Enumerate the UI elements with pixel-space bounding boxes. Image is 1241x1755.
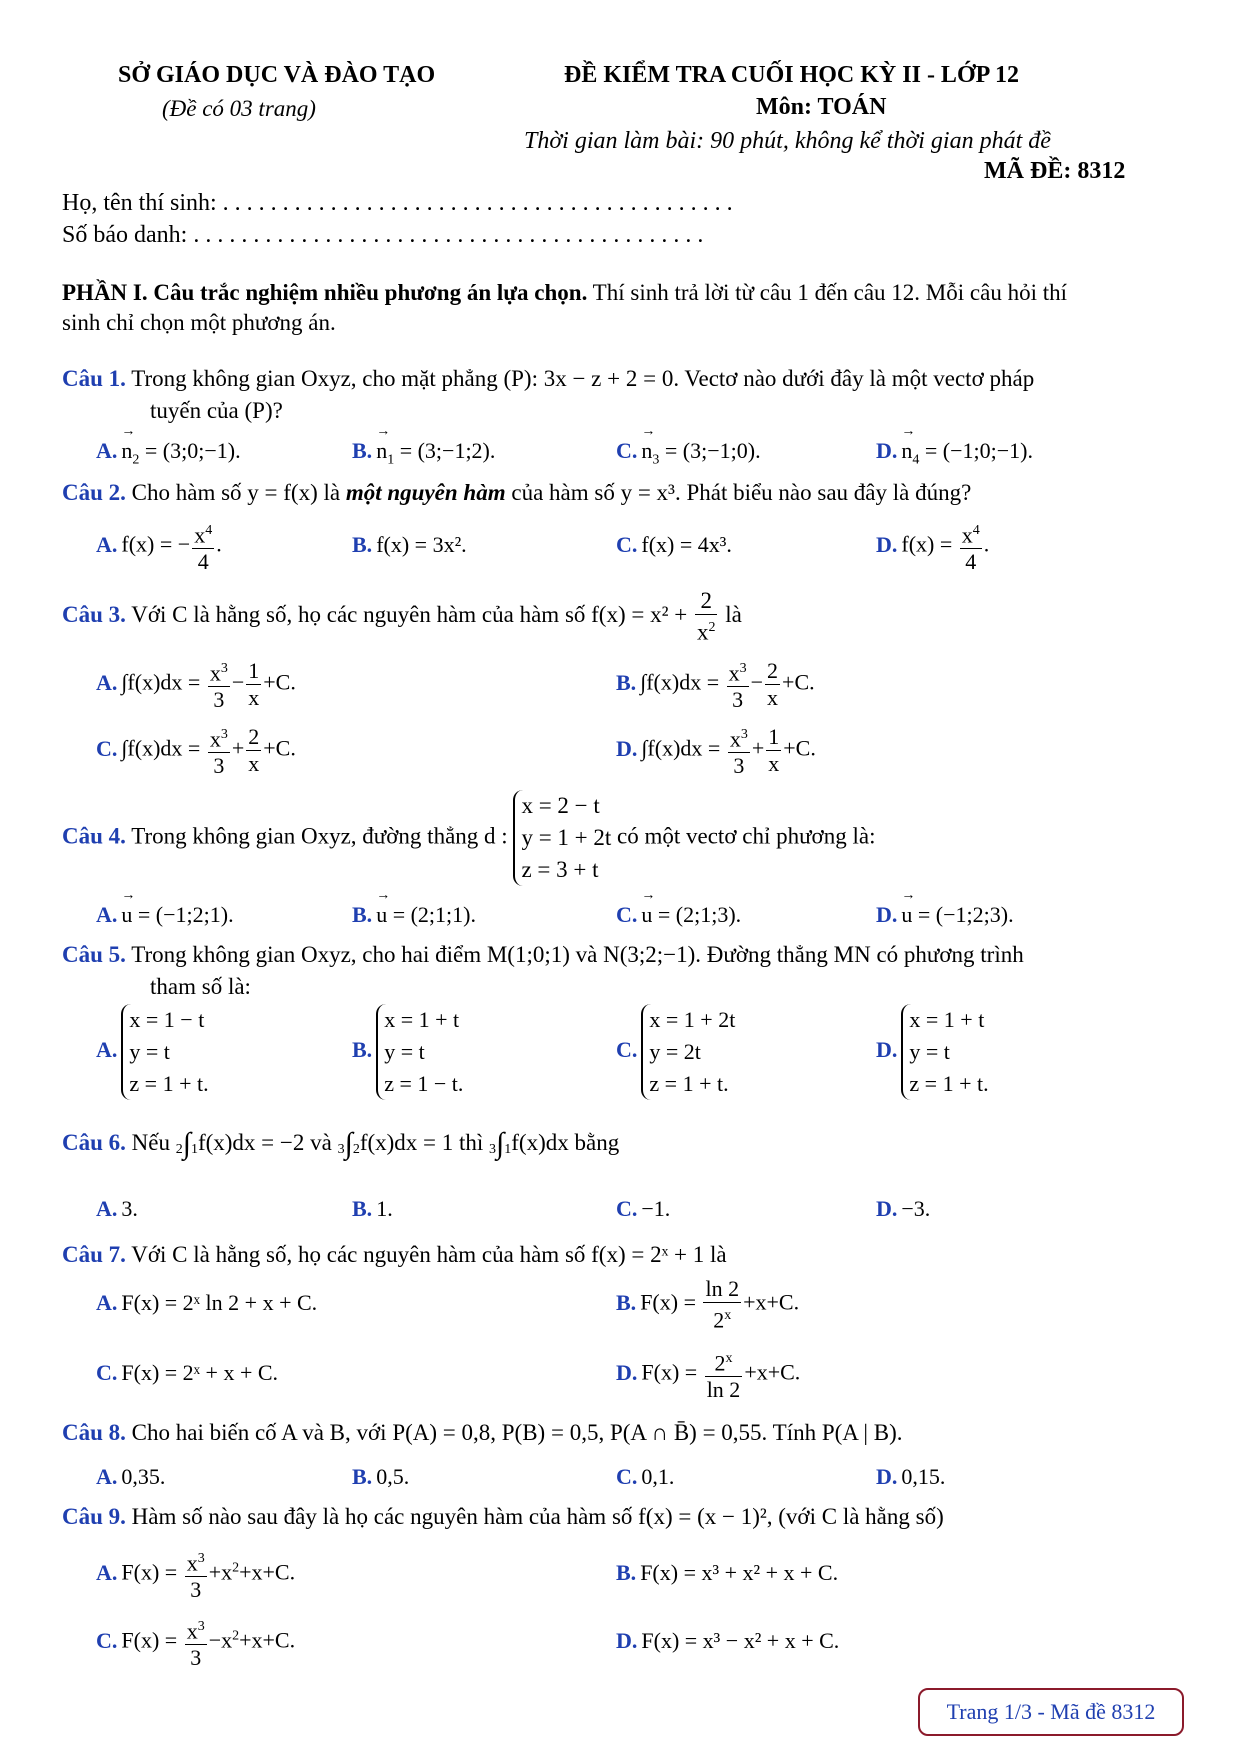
q1-option-b[interactable]: $B.\to n_1$ = (3;−1;2). — [352, 438, 495, 468]
q2-option-c[interactable]: C. f(x) = 4x³. — [616, 532, 732, 557]
q4-option-a[interactable]: A.→ u = (−1;2;1). — [96, 902, 234, 928]
q8-option-b[interactable]: B. 0,5. — [352, 1464, 410, 1489]
question-2: Câu 2. Cho hàm số y = f(x) là một nguyên hàm của hàm số y = x³. Phát biểu nào sau đây là đúng? — [62, 480, 972, 505]
q1-option-c[interactable]: $C.\to n_3$ = (3;−1;0). — [616, 438, 761, 468]
q7-option-a[interactable]: A. F(x) = 2ˣ ln 2 + x + C. — [96, 1290, 318, 1315]
q5-label: Câu 5. — [62, 942, 126, 967]
q6-option-d[interactable]: D. −3. — [876, 1196, 931, 1221]
student-name-line — [62, 188, 733, 218]
question-6: Câu 6. Nếu 2∫1f(x)dx = −2 và 3∫2f(x)dx = 1 thì 3∫1f(x)dx bằng — [62, 1127, 620, 1161]
q3-option-b[interactable]: B. ∫f(x)dx = $\frac{x^3}{3}$ − $\frac{2}{x}$ +C. — [616, 656, 815, 713]
q5-option-a[interactable]: A. x = 1 − t y = t z = 1 + t. — [96, 1004, 209, 1100]
question-5: Câu 5. Trong không gian Oxyz, cho hai điểm M(1;0;1) và N(3;2;−1). Đường thẳng MN có phương trình — [62, 942, 1024, 967]
q1-label: Câu 1. — [62, 366, 126, 391]
student-name-dots: . . . . . . . . . . . . . . . . . . . . . . . . . . . . . . . . . . . . . . . . . . . — [222, 190, 733, 216]
q1-option-a[interactable]: $A.\to n_2$ = (3;0;−1). — [96, 438, 241, 468]
student-name-label: Họ, tên thí sinh: — [62, 190, 217, 216]
q8-option-d[interactable]: D. 0,15. — [876, 1464, 946, 1489]
q8-option-c[interactable]: C. 0,1. — [616, 1464, 675, 1489]
q4-option-c[interactable]: C.→ u = (2;1;3). — [616, 902, 741, 928]
page-footer: Trang 1/3 - Mã đề 8312 — [918, 1688, 1184, 1736]
q6-option-a[interactable]: A. 3. — [96, 1196, 138, 1221]
q7-label: Câu 7. — [62, 1242, 126, 1267]
q6-option-b[interactable]: B. 1. — [352, 1196, 393, 1221]
question-8: Câu 8. Cho hai biến cố A và B, với P(A) = 0,8, P(B) = 0,5, P(A ∩ B̄) = 0,55. Tính P(A | B). — [62, 1420, 903, 1445]
department-title: SỞ GIÁO DỤC VÀ ĐÀO TẠO — [118, 62, 436, 88]
q4-system: x = 2 − t y = 1 + 2t z = 3 + t — [513, 790, 611, 886]
question-9: Câu 9. Hàm số nào sau đây là họ các nguyên hàm của hàm số f(x) = (x − 1)², (với C là hằng số) — [62, 1504, 944, 1529]
exam-code: MÃ ĐỀ: 8312 — [984, 158, 1126, 184]
part1-desc-2: sinh chỉ chọn một phương án. — [62, 310, 336, 335]
part1-intro — [62, 278, 1067, 308]
q7-option-d[interactable]: D. F(x) = $\frac{2^x}{\ln 2}$ +x+C. — [616, 1346, 800, 1403]
q3-option-c[interactable]: C. ∫f(x)dx = $\frac{x^3}{3}$ + $\frac{2}{x}$ +C. — [96, 722, 296, 779]
q4-option-b[interactable]: B.→ u = (2;1;1). — [352, 902, 476, 928]
q1-option-d[interactable]: $D.\to n_4$ = (−1;0;−1). — [876, 438, 1033, 468]
q5-option-d[interactable]: D. x = 1 + t y = t z = 1 + t. — [876, 1004, 989, 1100]
q7-option-c[interactable]: C. F(x) = 2ˣ + x + C. — [96, 1360, 279, 1385]
question-4: Câu 4. Trong không gian Oxyz, đường thẳng d : x = 2 − t y = 1 + 2t z = 3 + t có một vectơ chỉ phương là: — [62, 790, 875, 886]
student-id-label: Số báo danh: — [62, 222, 188, 248]
q9-option-c[interactable]: C. F(x) = $\frac{x^3}{3}$ $-x^2+x+C$. — [96, 1614, 295, 1671]
q9-option-d[interactable]: D. F(x) = x³ − x² + x + C. — [616, 1628, 840, 1653]
part1-desc: Thí sinh trả lời từ câu 1 đến câu 12. Mỗi câu hỏi thí — [587, 280, 1067, 305]
question-3: Câu 3. Với C là hằng số, họ các nguyên hàm của hàm số f(x) = x² + $\frac{2}{x^2}$ là — [62, 588, 742, 645]
q6-option-c[interactable]: C. −1. — [616, 1196, 671, 1221]
q9-option-b[interactable]: B. F(x) = x³ + x² + x + C. — [616, 1560, 839, 1585]
question-1 — [62, 364, 1034, 394]
q8-label: Câu 8. — [62, 1420, 126, 1445]
q3-option-d[interactable]: D. ∫f(x)dx = $\frac{x^3}{3}$ + $\frac{1}{x}$ +C. — [616, 722, 816, 779]
q4-option-d[interactable]: D.→ u = (−1;2;3). — [876, 902, 1014, 928]
page-count-note: (Đề có 03 trang) — [162, 96, 316, 121]
time-note: Thời gian làm bài: 90 phút, không kể thời gian phát đề — [524, 128, 1051, 154]
q2-option-a[interactable]: A. f(x) = − $\frac{x^4}{4}$ . — [96, 518, 222, 575]
q2-option-d[interactable]: D. f(x) = $\frac{x^4}{4}$ . — [876, 518, 989, 575]
q3-option-a[interactable]: A. ∫f(x)dx = $\frac{x^3}{3}$ − $\frac{1}{x}$ +C. — [96, 656, 296, 713]
q3-label: Câu 3. — [62, 602, 126, 628]
exam-title: ĐỀ KIỂM TRA CUỐI HỌC KỲ II - LỚP 12 — [564, 62, 1019, 88]
q5-option-c[interactable]: C. x = 1 + 2t y = 2t z = 1 + t. — [616, 1004, 735, 1100]
q4-label: Câu 4. — [62, 823, 126, 849]
q5-text-2: tham số là: — [150, 974, 251, 999]
subject-title: Môn: TOÁN — [756, 94, 887, 120]
q2-label: Câu 2. — [62, 480, 126, 505]
q1-text-2: tuyến của (P)? — [150, 398, 283, 423]
q5-option-b[interactable]: B. x = 1 + t y = t z = 1 − t. — [352, 1004, 463, 1100]
part1-title: PHẦN I. Câu trắc nghiệm nhiều phương án lựa chọn. — [62, 280, 588, 305]
q7-option-b[interactable]: B. F(x) = $\frac{\ln 2}{2^x}$ +x+C. — [616, 1276, 800, 1333]
q9-label: Câu 9. — [62, 1504, 126, 1529]
question-7: Câu 7. Với C là hằng số, họ các nguyên hàm của hàm số f(x) = 2ˣ + 1 là — [62, 1242, 727, 1267]
student-id-line — [62, 220, 703, 250]
q2-option-b[interactable]: B. f(x) = 3x². — [352, 532, 467, 557]
q8-option-a[interactable]: A. 0,35. — [96, 1464, 166, 1489]
q6-label: Câu 6. — [62, 1130, 126, 1155]
q1-text: Trong không gian Oxyz, cho mặt phẳng (P): 3x − z + 2 = 0. Vectơ nào dưới đây là một vectơ pháp — [125, 366, 1035, 391]
q9-option-a[interactable]: A. F(x) = $\frac{x^3}{3}$ $+x^2+x+C$. — [96, 1546, 295, 1603]
student-id-dots: . . . . . . . . . . . . . . . . . . . . . . . . . . . . . . . . . . . . . . . . . . . — [193, 222, 704, 248]
